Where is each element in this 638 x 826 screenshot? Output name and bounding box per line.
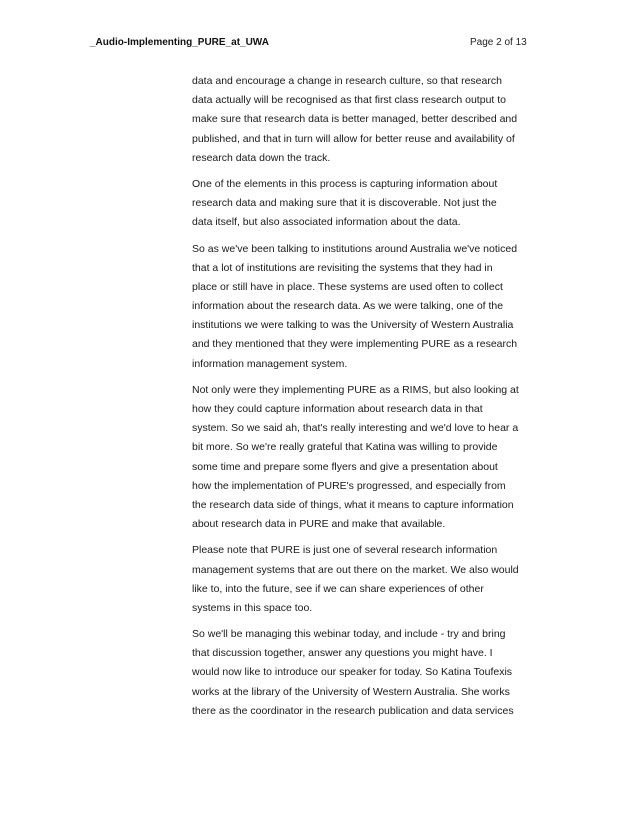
paragraph bbox=[192, 72, 567, 168]
text-line: would now like to introduce our speaker for today. So Katina Toufexis bbox=[192, 666, 513, 679]
text-line: about research data in PURE and make that available. bbox=[192, 518, 446, 531]
text-line: institutions we were talking to was the University of Western Australia bbox=[192, 319, 514, 332]
text-line: and they mentioned that they were implementing PURE as a research bbox=[192, 338, 518, 351]
text-line: works at the library of the University of Western Australia. She works bbox=[192, 685, 510, 698]
text-line: systems in this space too. bbox=[192, 601, 313, 614]
text-line: So we'll be managing this webinar today, and include - try and bring bbox=[192, 628, 506, 641]
text-line: One of the elements in this process is capturing information about bbox=[192, 177, 498, 190]
text-line: that a lot of institutions are revisiting the systems that they had in bbox=[192, 261, 493, 274]
page-number: Page 2 of 13 bbox=[470, 37, 527, 48]
text-line: data and encourage a change in research culture, so that research bbox=[192, 75, 502, 87]
text-line: information about the research data. As we were talking, one of the bbox=[192, 300, 504, 313]
paragraph bbox=[192, 541, 567, 618]
text-line: published, and that in turn will allow for better reuse and availability of bbox=[192, 132, 515, 145]
text-line: the research data side of things, what it means to capture information bbox=[192, 498, 514, 511]
text-line: system. So we said ah, that's really interesting and we'd love to hear a bbox=[192, 422, 519, 435]
text-line: Not only were they implementing PURE as a RIMS, but also looking at bbox=[192, 383, 519, 396]
text-line: some time and prepare some flyers and give a presentation about bbox=[192, 460, 498, 473]
text-line: how the implementation of PURE's progressed, and especially from bbox=[192, 479, 506, 492]
page-header bbox=[90, 36, 550, 50]
text-line: that discussion together, answer any questions you might have. I bbox=[192, 647, 493, 660]
text-line: research data and making sure that it is discoverable. Not just the bbox=[192, 197, 497, 210]
text-line: like to, into the future, see if we can share experiences of other bbox=[192, 582, 484, 595]
transcript-body bbox=[192, 72, 567, 728]
text-line: So as we've been talking to institutions around Australia we've noticed bbox=[192, 242, 518, 255]
text-line: there as the coordinator in the research publication and data services bbox=[192, 704, 514, 717]
paragraph bbox=[192, 240, 567, 374]
text-line: Please note that PURE is just one of several research information bbox=[192, 544, 498, 557]
document-title: _Audio-Implementing_PURE_at_UWA bbox=[90, 37, 269, 48]
paragraph bbox=[192, 381, 567, 535]
text-line: how they could capture information about research data in that bbox=[192, 403, 483, 415]
paragraph bbox=[192, 175, 567, 233]
text-line: data itself, but also associated information about the data. bbox=[192, 216, 461, 229]
text-line: research data down the track. bbox=[192, 151, 331, 164]
text-line: information management system. bbox=[192, 357, 348, 370]
paragraph bbox=[192, 625, 567, 721]
text-line: make sure that research data is better managed, better described and bbox=[192, 113, 518, 126]
text-line: place or still have in place. These systems are used often to collect bbox=[192, 280, 503, 293]
text-line: data actually will be recognised as that first class research output to bbox=[192, 94, 506, 107]
text-line: management systems that are out there on the market. We also would bbox=[192, 563, 519, 576]
text-line: bit more. So we're really grateful that Katina was willing to provide bbox=[192, 441, 498, 454]
